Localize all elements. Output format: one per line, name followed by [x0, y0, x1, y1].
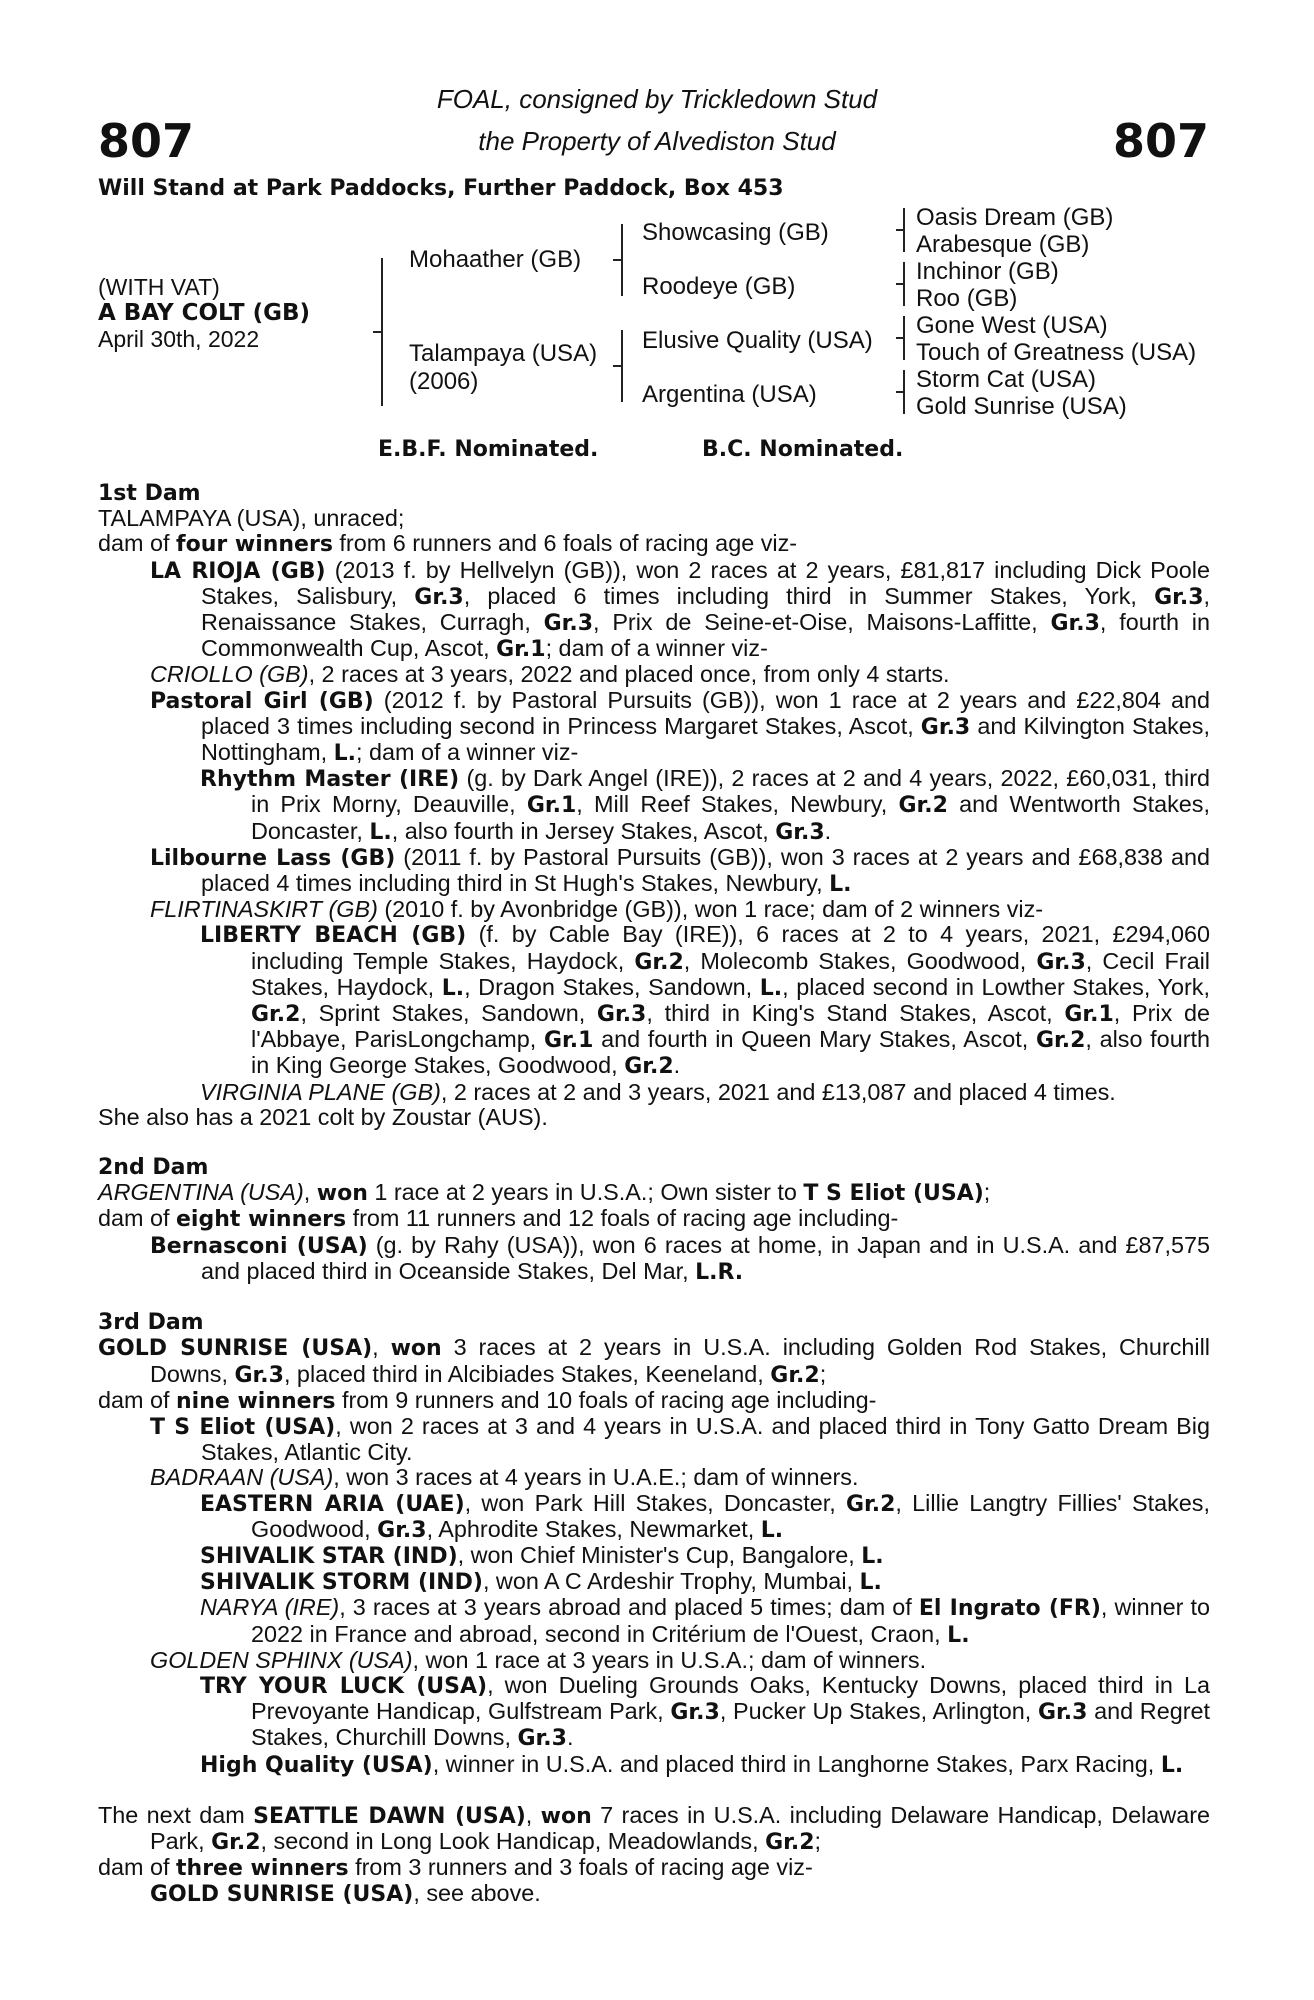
- sire-sire: Showcasing (GB): [642, 219, 829, 246]
- consignor-line: FOAL, consigned by Trickledown Stud: [436, 84, 878, 114]
- dam-dam: Argentina (USA): [642, 381, 817, 408]
- progeny-try-your-luck: TRY YOUR LUCK (USA), won Dueling Grounds Oaks, Kentucky Downs, placed third in La Prevoyante Handicap, Gulfstream Park, Gr.3, Pucker Up Stakes, Arlington, Gr.3 and Regret Stakes, Churchill Downs, Gr.3.: [200, 1671, 1211, 1752]
- brace-main: [381, 258, 383, 406]
- lot-number-right: 807: [1112, 114, 1209, 168]
- brace-sire: [621, 224, 623, 296]
- dam-sire: Elusive Quality (USA): [642, 327, 873, 354]
- progeny-flirtinaskirt: FLIRTINASKIRT (GB) (2010 f. by Avonbridge (GB)), won 1 race; dam of 2 winners viz-: [150, 896, 1044, 923]
- sire-sire-sire: Oasis Dream (GB): [916, 204, 1114, 231]
- first-dam-produce: dam of four winners from 6 runners and 6 foals of racing age viz-: [98, 530, 798, 558]
- brace-dd-point: [896, 391, 904, 393]
- second-dam-summary: ARGENTINA (USA), won 1 race at 2 years in U.S.A.; Own sister to T S Eliot (USA);: [98, 1179, 991, 1207]
- progeny-ts-eliot: T S Eliot (USA), won 2 races at 3 and 4 years in U.S.A. and placed third in Tony Gatto Dream Big Stakes, Atlantic City.: [150, 1412, 1210, 1466]
- progeny-shivalik-storm: SHIVALIK STORM (IND), won A C Ardeshir Trophy, Mumbai, L.: [200, 1568, 882, 1596]
- third-dam-summary: GOLD SUNRISE (USA), won 3 races at 2 years in U.S.A. including Golden Rod Stakes, Churchill Downs, Gr.3, placed third in Alcibiades Stakes, Keeneland, Gr.2;: [98, 1334, 1211, 1388]
- property-line: the Property of Alvediston Stud: [478, 126, 836, 156]
- pedigree-notes: [98, 481, 1210, 1908]
- dam: Talampaya (USA): [409, 340, 598, 367]
- progeny-rhythm-master: Rhythm Master (IRE) (g. by Dark Angel (IRE)), 2 races at 2 and 4 years, 2022, £60,031, third in Prix Morny, Deauville, Gr.1, Mill Reef Stakes, Newbury, Gr.2 and Wentworth Stakes, Doncaster, L., also fourth in Jersey Stakes, Ascot, Gr.3.: [200, 765, 1210, 845]
- lot-number-left: 807: [98, 114, 195, 168]
- foaling-date: April 30th, 2022: [98, 326, 260, 352]
- next-dam-summary: The next dam SEATTLE DAWN (USA), won 7 races in U.S.A. including Delaware Handicap, Delaware Park, Gr.2, second in Long Look Handicap, Meadowlands, Gr.2;: [98, 1801, 1211, 1855]
- brace-main-point: [373, 331, 381, 333]
- first-dam-also: She also has a 2021 colt by Zoustar (AUS).: [98, 1103, 548, 1130]
- brace-ss-point: [896, 229, 904, 231]
- first-dam-heading: 1st Dam: [98, 481, 201, 506]
- brace-dam: [621, 330, 623, 402]
- first-dam-summary: TALAMPAYA (USA), unraced;: [98, 505, 405, 532]
- progeny-gold-sunrise: GOLD SUNRISE (USA), see above.: [150, 1880, 541, 1908]
- sire-dam-sire: Inchinor (GB): [916, 258, 1059, 285]
- progeny-liberty-beach: LIBERTY BEACH (GB) (f. by Cable Bay (IRE)), 6 races at 2 to 4 years, 2021, £294,060 including Temple Stakes, Haydock, Gr.2, Molecomb Stakes, Goodwood, Gr.3, Cecil Frail Stakes, Haydock, L., Dragon Stakes, Sandown, L., placed second in Lowther Stakes, York, Gr.2, Sprint Stakes, Sandown, Gr.3, third in King's Stand Stakes, Ascot, Gr.1, Prix de l'Abbaye, ParisLongchamp, Gr.1 and fourth in Queen Mary Stakes, Ascot, Gr.2, also fourth in King George Stakes, Goodwood, Gr.2.: [200, 921, 1211, 1080]
- bc-nomination: B.C. Nominated.: [702, 437, 904, 462]
- sire-dam: Roodeye (GB): [642, 273, 796, 300]
- vat-note: (WITH VAT): [98, 274, 220, 300]
- progeny-virginia-plane: VIRGINIA PLANE (GB), 2 races at 2 and 3 years, 2021 and £13,087 and placed 4 times.: [200, 1078, 1116, 1105]
- third-dam-produce: dam of nine winners from 9 runners and 10 foals of racing age including-: [98, 1386, 877, 1414]
- dam-sire-dam: Touch of Greatness (USA): [916, 339, 1197, 366]
- stand-location: Will Stand at Park Paddocks, Further Paddock, Box 453: [98, 176, 784, 201]
- brace-ds-point: [896, 337, 904, 339]
- third-dam-heading: 3rd Dam: [98, 1310, 204, 1336]
- progeny-bernasconi: Bernasconi (USA) (g. by Rahy (USA)), won 6 races at home, in Japan and in U.S.A. and £87,575 and placed third in Oceanside Stakes, Del Mar, L.R.: [150, 1231, 1210, 1285]
- brace-dam-point: [613, 365, 621, 367]
- dam-sire-sire: Gone West (USA): [916, 312, 1108, 339]
- progeny-narya: NARYA (IRE), 3 races at 3 years abroad and placed 5 times; dam of El Ingrato (FR), winner to 2022 in France and abroad, second in Critérium de l'Ouest, Craon, L.: [200, 1594, 1210, 1648]
- progeny-criollo: CRIOLLO (GB), 2 races at 3 years, 2022 and placed once, from only 4 starts.: [150, 661, 950, 688]
- ebf-nomination: E.B.F. Nominated.: [378, 437, 599, 462]
- progeny-golden-sphinx: GOLDEN SPHINX (USA), won 1 race at 3 years in U.S.A.; dam of winners.: [150, 1646, 927, 1673]
- lot-name: A BAY COLT (GB): [98, 300, 311, 326]
- progeny-lilbourne-lass: Lilbourne Lass (GB) (2011 f. by Pastoral Pursuits (GB)), won 3 races at 2 years and £68,838 and placed 4 times including third in St Hugh's Stakes, Newbury, L.: [150, 843, 1210, 898]
- progeny-la-rioja: LA RIOJA (GB) (2013 f. by Hellvelyn (GB)), won 2 races at 2 years, £81,817 including Dick Poole Stakes, Salisbury, Gr.3, placed 6 times including third in Summer Stakes, York, Gr.3, Renaissance Stakes, Curragh, Gr.3, Prix de Seine-et-Oise, Maisons-Laffitte, Gr.3, fourth in Commonwealth Cup, Ascot, Gr.1; dam of a winner viz-: [150, 556, 1211, 663]
- progeny-high-quality: High Quality (USA), winner in U.S.A. and placed third in Langhorne Stakes, Parx Racing, L.: [200, 1750, 1184, 1778]
- dam-dam-sire: Storm Cat (USA): [916, 366, 1097, 393]
- brace-sire-point: [613, 259, 621, 261]
- progeny-pastoral-girl: Pastoral Girl (GB) (2012 f. by Pastoral Pursuits (GB)), won 1 race at 2 years and £22,804 and placed 3 times including second in Princess Margaret Stakes, Ascot, Gr.3 and Kilvington Stakes, Nottingham, L.; dam of a winner viz-: [150, 686, 1210, 767]
- sire-dam-dam: Roo (GB): [916, 285, 1018, 312]
- progeny-eastern-aria: EASTERN ARIA (UAE), won Park Hill Stakes, Doncaster, Gr.2, Lillie Langtry Fillies' Stakes, Goodwood, Gr.3, Aphrodite Stakes, Newmarket, L.: [200, 1489, 1211, 1543]
- sire: Mohaather (GB): [409, 246, 582, 273]
- progeny-shivalik-star: SHIVALIK STAR (IND), won Chief Minister's Cup, Bangalore, L.: [200, 1541, 884, 1569]
- dam-dam-dam: Gold Sunrise (USA): [916, 393, 1127, 420]
- progeny-badraan: BADRAAN (USA), won 3 races at 4 years in U.A.E.; dam of winners.: [150, 1464, 859, 1491]
- brace-sd-point: [896, 283, 904, 285]
- next-dam-produce: dam of three winners from 3 runners and 3 foals of racing age viz-: [98, 1854, 813, 1882]
- second-dam-produce: dam of eight winners from 11 runners and 12 foals of racing age including-: [98, 1205, 899, 1233]
- dam-year: (2006): [409, 368, 479, 395]
- second-dam-heading: 2nd Dam: [98, 1155, 209, 1181]
- sire-sire-dam: Arabesque (GB): [916, 231, 1090, 258]
